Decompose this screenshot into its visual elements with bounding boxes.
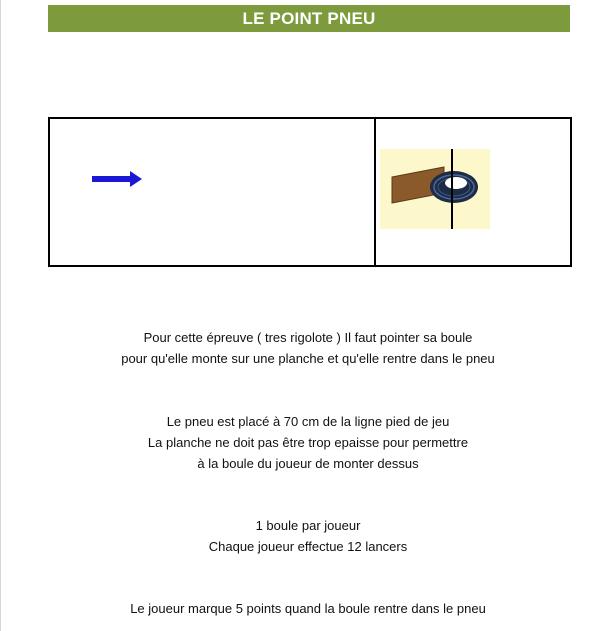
paragraph-line: 1 boule par joueur bbox=[255, 518, 361, 533]
page-title: LE POINT PNEU bbox=[242, 8, 376, 28]
diagram-divider bbox=[374, 119, 376, 265]
paragraph-line: Le joueur marque 5 points quand la boule rentre dans le pneu bbox=[130, 601, 486, 616]
tire-and-plank-image bbox=[380, 149, 490, 229]
paragraph-throws bbox=[48, 515, 568, 557]
diagram-box bbox=[48, 117, 572, 267]
paragraph-line: La planche ne doit pas être trop epaisse pour permettre bbox=[147, 435, 469, 450]
paragraph-setup bbox=[48, 411, 568, 474]
arrow-head bbox=[130, 171, 142, 187]
paragraph-line: à la boule du joueur de monter dessus bbox=[197, 456, 419, 471]
paragraph-line: Chaque joueur effectue 12 lancers bbox=[208, 539, 408, 554]
paragraph-scoring bbox=[48, 598, 568, 619]
paragraph-line: Pour cette épreuve ( tres rigolote ) Il faut pointer sa boule bbox=[143, 330, 473, 345]
arrow-shaft bbox=[92, 176, 132, 182]
paragraph-rules bbox=[48, 327, 568, 369]
right-arrow-icon bbox=[92, 171, 144, 187]
paragraph-line: pour qu'elle monte sur une planche et qu'elle rentre dans le pneu bbox=[121, 351, 495, 366]
page-left-border bbox=[0, 0, 1, 631]
paragraph-line: Le pneu est placé à 70 cm de la ligne pied de jeu bbox=[166, 414, 450, 429]
tire-hole bbox=[445, 177, 467, 189]
title-bar bbox=[48, 5, 570, 32]
